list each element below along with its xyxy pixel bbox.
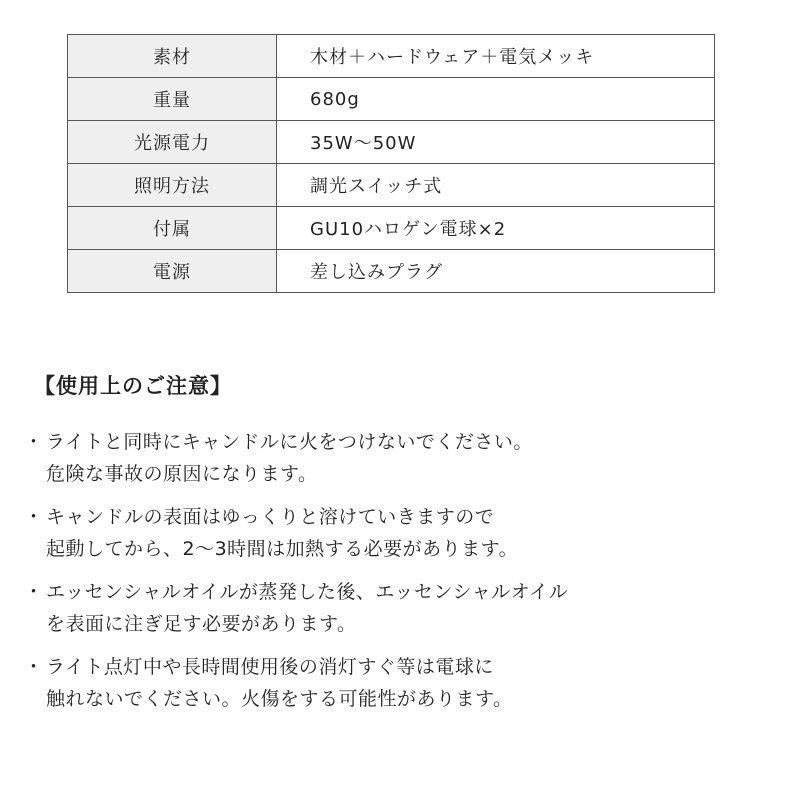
note-line: を表面に注ぎ足す必要があります。 [46,613,357,635]
spec-label: 重量 [68,78,277,121]
bullet: ・ [24,506,44,528]
note-line: キャンドルの表面はゆっくりと溶けていきますので [46,506,495,528]
spec-value: GU10ハロゲン電球×2 [277,207,715,250]
spec-value: 差し込みプラグ [277,250,715,293]
spec-row-lighting [68,164,715,207]
spec-label: 照明方法 [68,164,277,207]
spec-value: 調光スイッチ式 [277,164,715,207]
list-item [24,426,784,490]
spec-label: 素材 [68,35,277,78]
bullet: ・ [24,431,44,453]
note-line: ライト点灯中や長時間使用後の消灯すぐ等は電球に [46,656,494,678]
list-item [24,576,784,640]
note-line: 危険な事故の原因になります。 [46,463,318,485]
notes-heading: 【使用上のご注意】 [34,374,232,398]
spec-value: 木材＋ハードウェア＋電気メッキ [277,35,715,78]
spec-row-accessories [68,207,715,250]
spec-value: 680g [277,78,715,121]
list-item [24,501,784,565]
note-line: 起動してから、2〜3時間は加熱する必要があります。 [46,538,519,560]
spec-row-power [68,121,715,164]
spec-value: 35W〜50W [277,121,715,164]
spec-label: 電源 [68,250,277,293]
note-line: 触れないでください。火傷をする可能性があります。 [46,688,513,710]
list-item [24,651,784,715]
bullet: ・ [24,656,44,678]
spec-row-material [68,35,715,78]
spec-row-weight [68,78,715,121]
spec-label: 光源電力 [68,121,277,164]
note-line: ライトと同時にキャンドルに火をつけないでください。 [46,431,533,453]
spec-row-power-source [68,250,715,293]
spec-table [67,34,715,293]
spec-label: 付属 [68,207,277,250]
bullet: ・ [24,581,44,603]
note-line: エッセンシャルオイルが蒸発した後、エッセンシャルオイル [46,581,569,603]
notes-list [24,426,784,726]
